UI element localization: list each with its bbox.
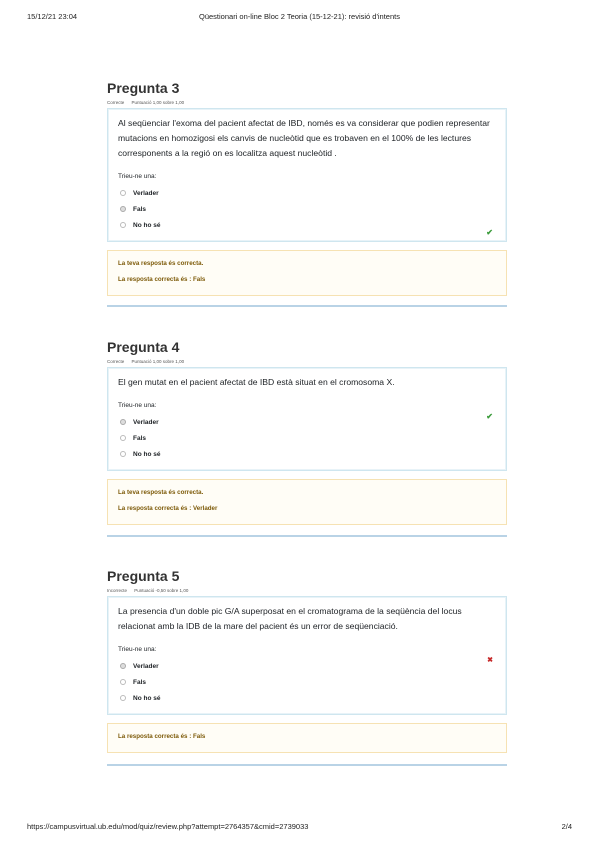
radio-button[interactable] [120, 435, 126, 441]
option-label: Fals [133, 678, 147, 686]
question-meta [107, 359, 507, 365]
question-prompt: Trieu-ne una: [118, 646, 157, 653]
radio-button-selected[interactable] [120, 206, 126, 212]
question-status: Incorrecte [107, 588, 128, 593]
question-title: Pregunta 3 [107, 80, 180, 96]
answer-options [118, 414, 496, 462]
feedback-box [107, 723, 507, 753]
option-fals[interactable] [118, 430, 496, 446]
feedback-result: La teva resposta és correcta. [118, 489, 204, 496]
question-title: Pregunta 4 [107, 339, 180, 355]
option-label: No ho sé [133, 450, 161, 458]
radio-button-selected[interactable] [120, 663, 126, 669]
print-title: Qüestionari on-line Bloc 2 Teoria (15-12-21): revisió d'intents [199, 12, 400, 21]
question-text: La presencia d'un doble pic G/A superposat en el cromatograma de la seqüència del locus relacionat amb la IDB de la mare del pacient és un error de seqüenciació. [118, 606, 462, 631]
question-score: Puntuació -0,50 sobre 1,00 [134, 588, 189, 593]
option-label: Verlader [133, 189, 159, 197]
question-score: Puntuació 1,00 sobre 1,00 [131, 359, 185, 364]
radio-button[interactable] [120, 695, 126, 701]
feedback-result: La teva resposta és correcta. [118, 260, 204, 267]
radio-button[interactable] [120, 679, 126, 685]
option-verlader[interactable] [118, 414, 496, 430]
option-label: No ho sé [133, 221, 161, 229]
option-label: Verlader [133, 418, 159, 426]
radio-button-selected[interactable] [120, 419, 126, 425]
feedback-correct-answer: La resposta correcta és : Fals [118, 733, 206, 740]
radio-button[interactable] [120, 451, 126, 457]
option-fals[interactable] [118, 674, 496, 690]
question-5 [107, 568, 507, 753]
question-status: Correcte [107, 100, 125, 105]
question-prompt: Trieu-ne una: [118, 173, 157, 180]
option-label: No ho sé [133, 694, 161, 702]
question-status: Correcte [107, 359, 125, 364]
feedback-box [107, 479, 507, 525]
option-no-ho-se[interactable] [118, 690, 496, 706]
question-title: Pregunta 5 [107, 568, 180, 584]
feedback-correct-answer: La resposta correcta és : Verlader [118, 505, 218, 512]
checkmark-icon: ✔ [486, 228, 493, 237]
question-box [107, 596, 507, 715]
question-separator [107, 764, 507, 766]
radio-button[interactable] [120, 190, 126, 196]
question-text: Al seqüenciar l'exoma del pacient afectat de IBD, només es va considerar que podien representar mutacions en homozigosi els canvis de nucleòtid que es trobaven en el 100% de les lectures corresponents a la regió on es localitza aquest nucleòtid . [118, 118, 490, 158]
question-box [107, 108, 507, 242]
checkmark-icon: ✔ [486, 412, 493, 421]
question-separator [107, 305, 507, 307]
feedback-correct-answer: La resposta correcta és : Fals [118, 276, 206, 283]
question-separator [107, 535, 507, 537]
question-meta [107, 588, 507, 594]
print-date: 15/12/21 23:04 [27, 12, 78, 21]
print-footer [27, 822, 572, 834]
question-box [107, 367, 507, 471]
option-verlader[interactable] [118, 658, 496, 674]
question-score: Puntuació 1,00 sobre 1,00 [131, 100, 185, 105]
question-3 [107, 80, 507, 296]
question-meta [107, 100, 507, 106]
option-label: Fals [133, 434, 147, 442]
option-no-ho-se[interactable] [118, 446, 496, 462]
answer-options [118, 185, 496, 233]
question-4 [107, 339, 507, 525]
cross-icon: ✖ [487, 657, 493, 664]
option-label: Verlader [133, 662, 159, 670]
question-text: El gen mutat en el pacient afectat de IBD està situat en el cromosoma X. [118, 377, 395, 387]
answer-options [118, 658, 496, 706]
option-fals[interactable] [118, 201, 496, 217]
option-no-ho-se[interactable] [118, 217, 496, 233]
question-prompt: Trieu-ne una: [118, 402, 157, 409]
radio-button[interactable] [120, 222, 126, 228]
page-number: 2/4 [561, 822, 572, 831]
option-label: Fals [133, 205, 147, 213]
page-url: https://campusvirtual.ub.edu/mod/quiz/review.php?attempt=2764357&cmid=2739033 [27, 822, 309, 831]
option-verlader[interactable] [118, 185, 496, 201]
feedback-box [107, 250, 507, 296]
print-header [27, 12, 572, 24]
